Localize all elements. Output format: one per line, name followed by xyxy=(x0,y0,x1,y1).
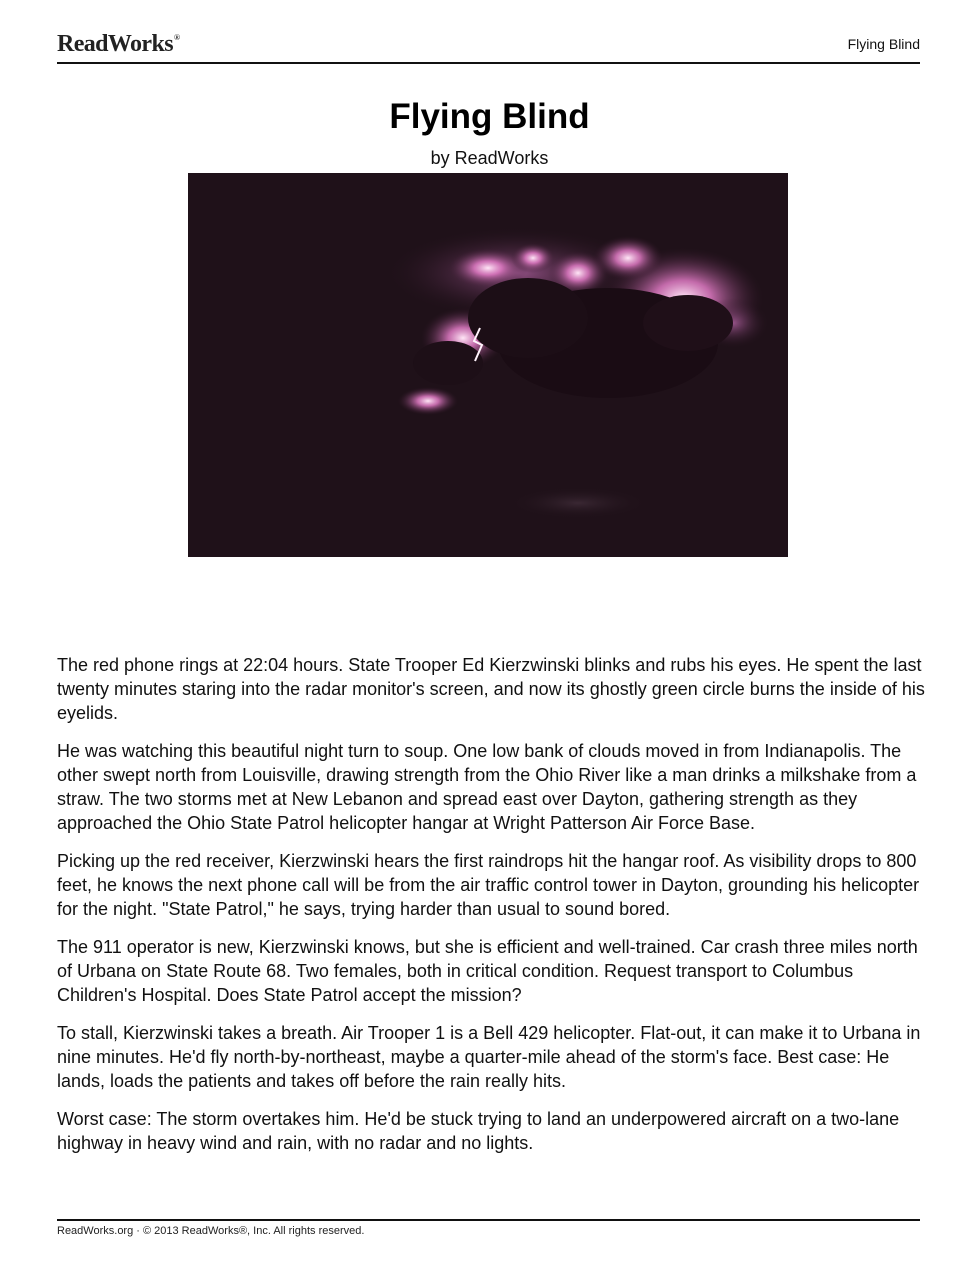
logo-registered-mark: ® xyxy=(173,33,180,42)
article-title: Flying Blind xyxy=(389,97,590,136)
paragraph: The red phone rings at 22:04 hours. State Trooper Ed Kierzwinski blinks and rubs his eyes. He spent the last twenty minutes staring into the radar monitor's screen, and now its ghostly green circle burns the inside of his eyelids. xyxy=(57,655,925,723)
storm-lightning-icon xyxy=(188,173,788,557)
article-byline: by ReadWorks xyxy=(430,148,549,168)
paragraph: The 911 operator is new, Kierzwinski knows, but she is efficient and well-trained. Car crash three miles north of Urbana on State Route 68. Two females, both in critical condition. Request transport to Columbus Children's Hospital. Does State Patrol accept the mission? xyxy=(57,937,918,1005)
paragraph: To stall, Kierzwinski takes a breath. Air Trooper 1 is a Bell 429 helicopter. Flat-out, it can make it to Urbana in nine minutes. He'd fly north-by-northeast, maybe a quarter-mile ahead of the storm's face. Best case: He lands, loads the patients and takes off before the rain really hits. xyxy=(57,1023,921,1091)
copyright-text: ReadWorks.org · © 2013 ReadWorks®, Inc. All rights reserved. xyxy=(57,1225,365,1237)
paragraph: Picking up the red receiver, Kierzwinski hears the first raindrops hit the hangar roof. As visibility drops to 800 feet, he knows the next phone call will be from the air traffic control tower in Dayton, grounding his helicopter for the night. "State Patrol," he says, trying harder than usual to sound bored. xyxy=(57,851,920,919)
readworks-logo xyxy=(57,31,179,58)
header-doc-title: Flying Blind xyxy=(847,36,920,52)
logo-text: ReadWorks xyxy=(57,31,173,57)
page-header xyxy=(57,30,920,64)
storm-lightning-photo xyxy=(188,173,788,557)
article-body xyxy=(57,653,925,1169)
paragraph: Worst case: The storm overtakes him. He'd be stuck trying to land an underpowered aircraft on a two-lane highway in heavy wind and rain, with no radar and no lights. xyxy=(57,1109,900,1153)
paragraph: He was watching this beautiful night turn to soup. One low bank of clouds moved in from Indianapolis. The other swept north from Louisville, drawing strength from the Ohio River like a man drinks a milkshake from a straw. The two storms met at New Lebanon and spread east over Dayton, gathering strength as they approached the Ohio State Patrol helicopter hangar at Wright Patterson Air Force Base. xyxy=(57,741,917,833)
page-footer xyxy=(57,1219,920,1237)
